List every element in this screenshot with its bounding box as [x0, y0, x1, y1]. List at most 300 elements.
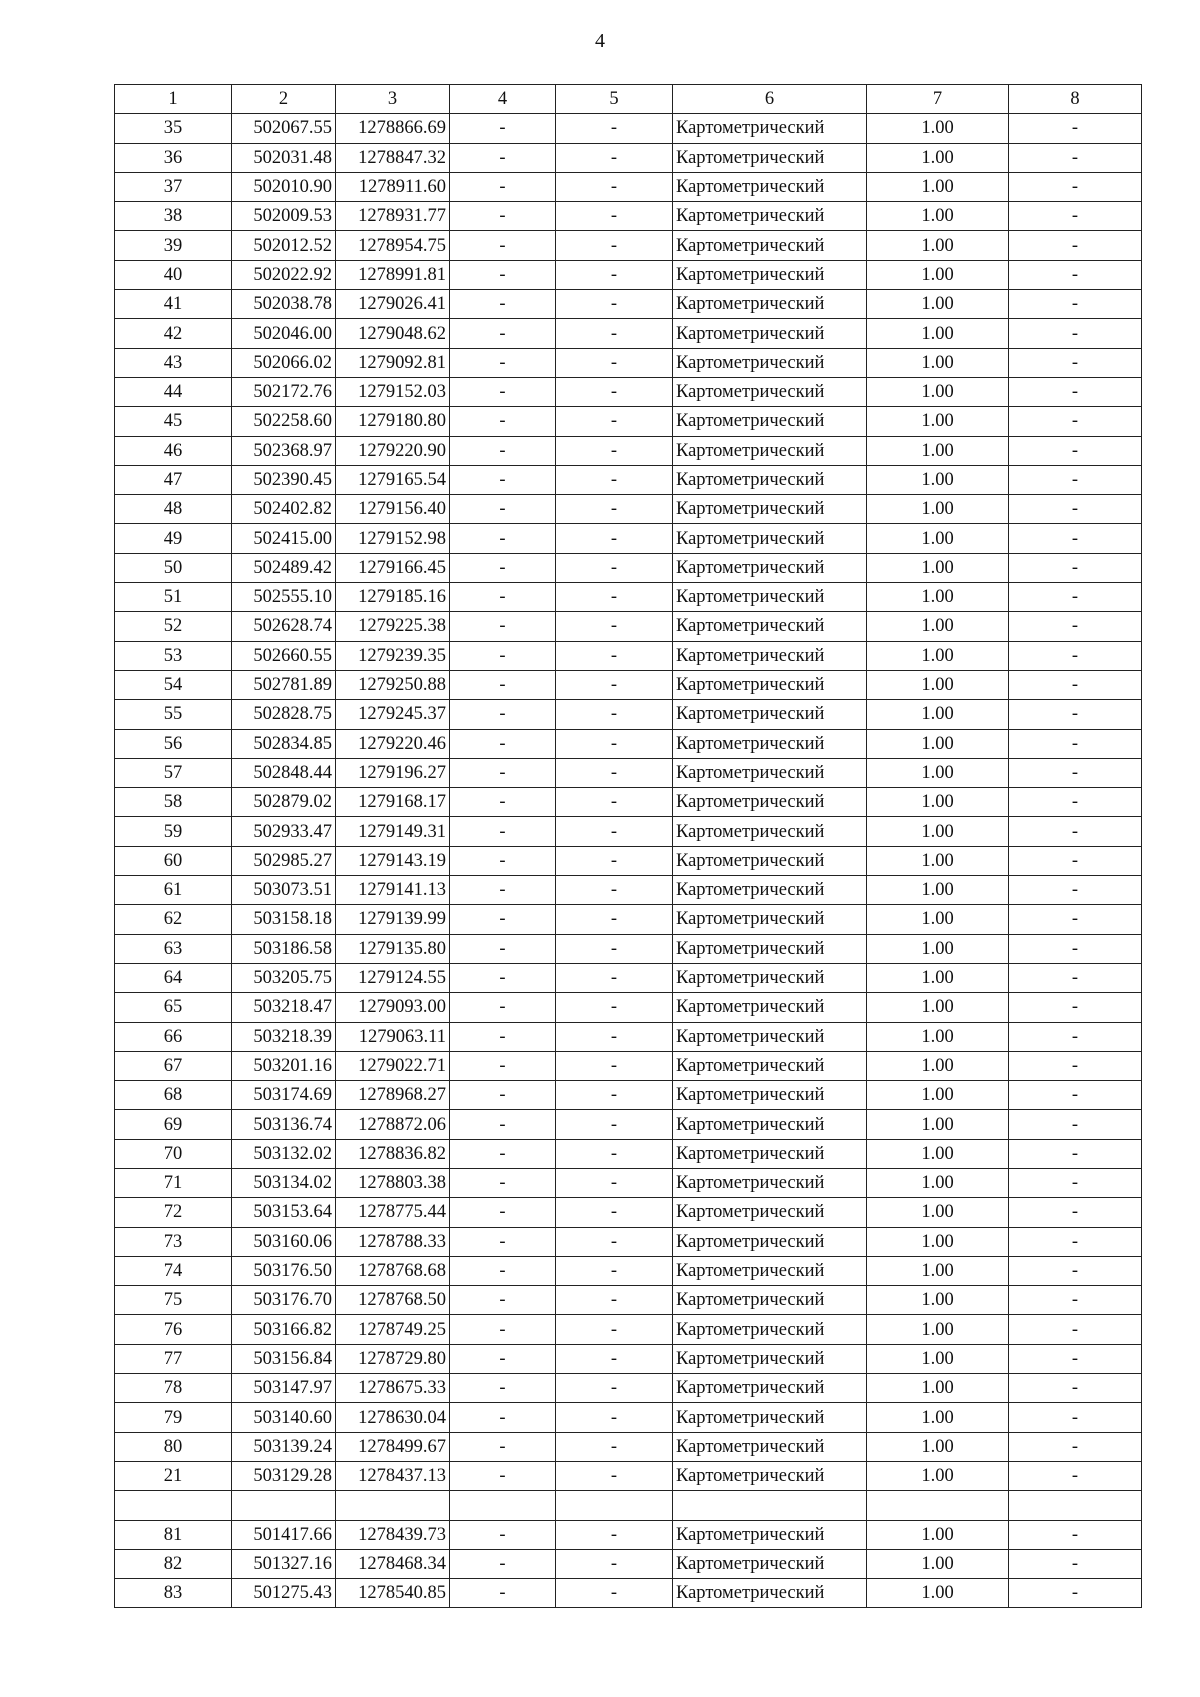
method-cell: Картометрический [673, 1579, 867, 1608]
x-coordinate-cell: 502010.90 [232, 172, 336, 201]
method-cell: Картометрический [673, 1315, 867, 1344]
method-cell: Картометрический [673, 1051, 867, 1080]
accuracy-cell: 1.00 [867, 202, 1009, 231]
column-4-cell: - [450, 407, 556, 436]
method-cell: Картометрический [673, 905, 867, 934]
column-4-cell: - [450, 583, 556, 612]
method-cell: Картометрический [673, 1432, 867, 1461]
y-coordinate-cell: 1278991.81 [336, 260, 450, 289]
x-coordinate-cell: 502660.55 [232, 641, 336, 670]
column-8-cell: - [1009, 524, 1142, 553]
accuracy-cell: 1.00 [867, 319, 1009, 348]
accuracy-cell: 1.00 [867, 1344, 1009, 1373]
y-coordinate-cell: 1278439.73 [336, 1520, 450, 1549]
y-coordinate-cell: 1279152.98 [336, 524, 450, 553]
point-number-cell: 44 [115, 377, 232, 406]
x-coordinate-cell: 502879.02 [232, 788, 336, 817]
method-cell: Картометрический [673, 1403, 867, 1432]
y-coordinate-cell: 1279152.03 [336, 377, 450, 406]
method-cell: Картометрический [673, 729, 867, 758]
accuracy-cell: 1.00 [867, 758, 1009, 787]
column-4-cell: - [450, 1549, 556, 1578]
column-4-cell: - [450, 231, 556, 260]
column-5-cell: - [556, 319, 673, 348]
point-number-cell: 54 [115, 670, 232, 699]
table-row [115, 1491, 1142, 1520]
column-8-cell: - [1009, 1022, 1142, 1051]
accuracy-cell: 1.00 [867, 114, 1009, 143]
method-cell: Картометрический [673, 1081, 867, 1110]
y-coordinate-cell: 1279196.27 [336, 758, 450, 787]
point-number-cell: 42 [115, 319, 232, 348]
table-row [115, 1227, 1142, 1256]
accuracy-cell: 1.00 [867, 524, 1009, 553]
column-4-cell: - [450, 377, 556, 406]
table-row [115, 114, 1142, 143]
y-coordinate-cell: 1279185.16 [336, 583, 450, 612]
y-coordinate-cell: 1279063.11 [336, 1022, 450, 1051]
table-row [115, 260, 1142, 289]
table-row [115, 876, 1142, 905]
x-coordinate-cell: 503218.47 [232, 993, 336, 1022]
column-5-cell: - [556, 495, 673, 524]
point-number-cell: 41 [115, 290, 232, 319]
accuracy-cell: 1.00 [867, 963, 1009, 992]
y-coordinate-cell: 1279156.40 [336, 495, 450, 524]
accuracy-cell: 1.00 [867, 1168, 1009, 1197]
column-8-cell: - [1009, 1374, 1142, 1403]
y-coordinate-cell: 1278768.50 [336, 1286, 450, 1315]
method-cell: Картометрический [673, 319, 867, 348]
column-4-cell: - [450, 1579, 556, 1608]
y-coordinate-cell: 1279225.38 [336, 612, 450, 641]
y-coordinate-cell: 1278540.85 [336, 1579, 450, 1608]
point-number-cell: 65 [115, 993, 232, 1022]
method-cell: Картометрический [673, 231, 867, 260]
point-number-cell: 39 [115, 231, 232, 260]
accuracy-cell: 1.00 [867, 377, 1009, 406]
accuracy-cell: 1.00 [867, 495, 1009, 524]
x-coordinate-cell: 502172.76 [232, 377, 336, 406]
column-4-cell: - [450, 1374, 556, 1403]
accuracy-cell: 1.00 [867, 729, 1009, 758]
y-coordinate-cell: 1278968.27 [336, 1081, 450, 1110]
x-coordinate-cell: 503139.24 [232, 1432, 336, 1461]
column-8-cell: - [1009, 290, 1142, 319]
point-number-cell: 83 [115, 1579, 232, 1608]
x-coordinate-cell: 502933.47 [232, 817, 336, 846]
column-5-cell: - [556, 583, 673, 612]
point-number-cell: 68 [115, 1081, 232, 1110]
table-row [115, 1315, 1142, 1344]
column-4-cell: - [450, 729, 556, 758]
column-8-cell: - [1009, 407, 1142, 436]
y-coordinate-cell: 1279168.17 [336, 788, 450, 817]
column-8-cell: - [1009, 1315, 1142, 1344]
point-number-cell: 21 [115, 1461, 232, 1490]
x-coordinate-cell: 501275.43 [232, 1579, 336, 1608]
x-coordinate-cell: 503201.16 [232, 1051, 336, 1080]
accuracy-cell: 1.00 [867, 1315, 1009, 1344]
column-4-cell: - [450, 1256, 556, 1285]
point-number-cell: 50 [115, 553, 232, 582]
table-row [115, 1374, 1142, 1403]
y-coordinate-cell: 1279048.62 [336, 319, 450, 348]
column-4-cell: - [450, 670, 556, 699]
accuracy-cell: 1.00 [867, 993, 1009, 1022]
column-5-cell: - [556, 1256, 673, 1285]
y-coordinate-cell: 1278911.60 [336, 172, 450, 201]
accuracy-cell: 1.00 [867, 1286, 1009, 1315]
method-cell: Картометрический [673, 1461, 867, 1490]
column-4-cell: - [450, 465, 556, 494]
x-coordinate-cell: 501417.66 [232, 1520, 336, 1549]
column-4-cell: - [450, 1139, 556, 1168]
x-coordinate-cell: 501327.16 [232, 1549, 336, 1578]
point-number-cell: 59 [115, 817, 232, 846]
table-row [115, 436, 1142, 465]
column-4-cell: - [450, 1315, 556, 1344]
column-5-cell: - [556, 172, 673, 201]
y-coordinate-cell: 1279135.80 [336, 934, 450, 963]
column-5-cell: - [556, 231, 673, 260]
column-header: 6 [673, 85, 867, 114]
method-cell: Картометрический [673, 963, 867, 992]
column-4-cell: - [450, 1344, 556, 1373]
accuracy-cell: 1.00 [867, 1139, 1009, 1168]
table-row [115, 670, 1142, 699]
method-cell: Картометрический [673, 788, 867, 817]
column-4-cell: - [450, 817, 556, 846]
column-8-cell: - [1009, 1168, 1142, 1197]
coordinates-table [114, 84, 1142, 1608]
column-8-cell: - [1009, 1227, 1142, 1256]
method-cell: Картометрический [673, 524, 867, 553]
column-5-cell: - [556, 436, 673, 465]
column-4-cell: - [450, 1051, 556, 1080]
accuracy-cell: 1.00 [867, 905, 1009, 934]
column-4-cell: - [450, 1286, 556, 1315]
column-5-cell: - [556, 1461, 673, 1490]
x-coordinate-cell: 503073.51 [232, 876, 336, 905]
table-row [115, 729, 1142, 758]
y-coordinate-cell: 1279220.90 [336, 436, 450, 465]
point-number-cell: 38 [115, 202, 232, 231]
x-coordinate-cell: 503174.69 [232, 1081, 336, 1110]
page-number: 4 [595, 30, 605, 52]
column-5-cell: - [556, 260, 673, 289]
column-5-cell: - [556, 846, 673, 875]
column-8-cell: - [1009, 670, 1142, 699]
point-number-cell: 58 [115, 788, 232, 817]
column-5-cell: - [556, 348, 673, 377]
y-coordinate-cell: 1278847.32 [336, 143, 450, 172]
column-5-cell: - [556, 788, 673, 817]
accuracy-cell: 1.00 [867, 1256, 1009, 1285]
column-4-cell: - [450, 1403, 556, 1432]
column-5-cell: - [556, 553, 673, 582]
column-4-cell: - [450, 1168, 556, 1197]
accuracy-cell: 1.00 [867, 260, 1009, 289]
method-cell: Картометрический [673, 1139, 867, 1168]
column-5-cell: - [556, 612, 673, 641]
x-coordinate-cell: 502628.74 [232, 612, 336, 641]
accuracy-cell: 1.00 [867, 1110, 1009, 1139]
column-4-cell: - [450, 788, 556, 817]
y-coordinate-cell: 1278499.67 [336, 1432, 450, 1461]
table-header-row [115, 85, 1142, 114]
accuracy-cell: 1.00 [867, 1051, 1009, 1080]
column-4-cell: - [450, 143, 556, 172]
table-row [115, 1081, 1142, 1110]
column-8-cell: - [1009, 1256, 1142, 1285]
accuracy-cell: 1.00 [867, 1227, 1009, 1256]
column-8-cell: - [1009, 202, 1142, 231]
table-row [115, 407, 1142, 436]
column-5-cell: - [556, 670, 673, 699]
accuracy-cell [867, 1491, 1009, 1520]
column-4-cell: - [450, 876, 556, 905]
column-4-cell [450, 1491, 556, 1520]
method-cell: Картометрический [673, 670, 867, 699]
column-8-cell: - [1009, 1344, 1142, 1373]
column-4-cell: - [450, 905, 556, 934]
column-8-cell: - [1009, 729, 1142, 758]
y-coordinate-cell [336, 1491, 450, 1520]
table-row [115, 1403, 1142, 1432]
table-row [115, 641, 1142, 670]
method-cell: Картометрический [673, 377, 867, 406]
column-8-cell: - [1009, 788, 1142, 817]
column-8-cell: - [1009, 465, 1142, 494]
x-coordinate-cell: 503134.02 [232, 1168, 336, 1197]
column-5-cell: - [556, 114, 673, 143]
y-coordinate-cell: 1279143.19 [336, 846, 450, 875]
x-coordinate-cell: 502066.02 [232, 348, 336, 377]
column-8-cell: - [1009, 700, 1142, 729]
accuracy-cell: 1.00 [867, 553, 1009, 582]
column-8-cell: - [1009, 348, 1142, 377]
point-number-cell: 78 [115, 1374, 232, 1403]
accuracy-cell: 1.00 [867, 143, 1009, 172]
accuracy-cell: 1.00 [867, 436, 1009, 465]
column-4-cell: - [450, 1227, 556, 1256]
method-cell: Картометрический [673, 846, 867, 875]
column-8-cell: - [1009, 905, 1142, 934]
column-4-cell: - [450, 348, 556, 377]
method-cell: Картометрический [673, 641, 867, 670]
column-5-cell: - [556, 934, 673, 963]
column-8-cell: - [1009, 612, 1142, 641]
x-coordinate-cell: 503153.64 [232, 1198, 336, 1227]
point-number-cell: 46 [115, 436, 232, 465]
point-number-cell: 48 [115, 495, 232, 524]
y-coordinate-cell: 1279093.00 [336, 993, 450, 1022]
x-coordinate-cell: 503166.82 [232, 1315, 336, 1344]
column-5-cell: - [556, 1315, 673, 1344]
point-number-cell: 64 [115, 963, 232, 992]
column-8-cell: - [1009, 1461, 1142, 1490]
point-number-cell: 80 [115, 1432, 232, 1461]
column-5-cell: - [556, 641, 673, 670]
method-cell: Картометрический [673, 1286, 867, 1315]
column-header: 5 [556, 85, 673, 114]
column-5-cell: - [556, 1168, 673, 1197]
method-cell: Картометрический [673, 1168, 867, 1197]
accuracy-cell: 1.00 [867, 612, 1009, 641]
table-row [115, 290, 1142, 319]
method-cell: Картометрический [673, 495, 867, 524]
point-number-cell: 66 [115, 1022, 232, 1051]
table-row [115, 143, 1142, 172]
column-4-cell: - [450, 1461, 556, 1490]
x-coordinate-cell: 502031.48 [232, 143, 336, 172]
column-4-cell: - [450, 290, 556, 319]
column-8-cell: - [1009, 172, 1142, 201]
y-coordinate-cell: 1279149.31 [336, 817, 450, 846]
x-coordinate-cell: 502038.78 [232, 290, 336, 319]
column-4-cell: - [450, 1081, 556, 1110]
y-coordinate-cell: 1279026.41 [336, 290, 450, 319]
column-4-cell: - [450, 260, 556, 289]
accuracy-cell: 1.00 [867, 465, 1009, 494]
accuracy-cell: 1.00 [867, 1198, 1009, 1227]
column-8-cell: - [1009, 1432, 1142, 1461]
column-8-cell: - [1009, 319, 1142, 348]
point-number-cell: 82 [115, 1549, 232, 1578]
accuracy-cell: 1.00 [867, 583, 1009, 612]
x-coordinate-cell: 503140.60 [232, 1403, 336, 1432]
accuracy-cell: 1.00 [867, 934, 1009, 963]
column-header: 8 [1009, 85, 1142, 114]
x-coordinate-cell: 503176.50 [232, 1256, 336, 1285]
column-8-cell: - [1009, 231, 1142, 260]
point-number-cell: 55 [115, 700, 232, 729]
column-4-cell: - [450, 1432, 556, 1461]
column-8-cell: - [1009, 817, 1142, 846]
x-coordinate-cell: 502022.92 [232, 260, 336, 289]
table-row [115, 202, 1142, 231]
column-8-cell: - [1009, 377, 1142, 406]
method-cell: Картометрический [673, 348, 867, 377]
point-number-cell: 75 [115, 1286, 232, 1315]
method-cell: Картометрический [673, 1198, 867, 1227]
table-row [115, 1549, 1142, 1578]
method-cell: Картометрический [673, 934, 867, 963]
table-row [115, 846, 1142, 875]
column-header: 4 [450, 85, 556, 114]
x-coordinate-cell [232, 1491, 336, 1520]
point-number-cell: 60 [115, 846, 232, 875]
accuracy-cell: 1.00 [867, 290, 1009, 319]
point-number-cell: 67 [115, 1051, 232, 1080]
point-number-cell: 74 [115, 1256, 232, 1285]
column-5-cell: - [556, 729, 673, 758]
y-coordinate-cell: 1279092.81 [336, 348, 450, 377]
method-cell: Картометрический [673, 1256, 867, 1285]
column-8-cell: - [1009, 436, 1142, 465]
table-row [115, 612, 1142, 641]
method-cell: Картометрический [673, 993, 867, 1022]
column-4-cell: - [450, 963, 556, 992]
method-cell: Картометрический [673, 1374, 867, 1403]
accuracy-cell: 1.00 [867, 1579, 1009, 1608]
table-row [115, 1168, 1142, 1197]
table-row [115, 788, 1142, 817]
x-coordinate-cell: 502834.85 [232, 729, 336, 758]
column-4-cell: - [450, 524, 556, 553]
column-5-cell: - [556, 1344, 673, 1373]
x-coordinate-cell: 503218.39 [232, 1022, 336, 1051]
x-coordinate-cell: 502489.42 [232, 553, 336, 582]
column-5-cell: - [556, 1110, 673, 1139]
x-coordinate-cell: 502985.27 [232, 846, 336, 875]
table-row [115, 1022, 1142, 1051]
column-5-cell: - [556, 758, 673, 787]
accuracy-cell: 1.00 [867, 788, 1009, 817]
column-5-cell: - [556, 202, 673, 231]
y-coordinate-cell: 1278954.75 [336, 231, 450, 260]
table-row [115, 1198, 1142, 1227]
x-coordinate-cell: 503129.28 [232, 1461, 336, 1490]
y-coordinate-cell: 1279141.13 [336, 876, 450, 905]
table-row [115, 1432, 1142, 1461]
y-coordinate-cell: 1278836.82 [336, 1139, 450, 1168]
column-5-cell: - [556, 1549, 673, 1578]
x-coordinate-cell: 503136.74 [232, 1110, 336, 1139]
point-number-cell: 52 [115, 612, 232, 641]
table-row [115, 700, 1142, 729]
column-header: 1 [115, 85, 232, 114]
table-body [115, 114, 1142, 1608]
column-5-cell: - [556, 993, 673, 1022]
column-4-cell: - [450, 846, 556, 875]
column-5-cell: - [556, 1051, 673, 1080]
accuracy-cell: 1.00 [867, 1374, 1009, 1403]
column-4-cell: - [450, 641, 556, 670]
point-number-cell [115, 1491, 232, 1520]
table-row [115, 1110, 1142, 1139]
column-8-cell: - [1009, 1051, 1142, 1080]
point-number-cell: 57 [115, 758, 232, 787]
column-4-cell: - [450, 612, 556, 641]
method-cell: Картометрический [673, 1520, 867, 1549]
table-row [115, 817, 1142, 846]
point-number-cell: 71 [115, 1168, 232, 1197]
y-coordinate-cell: 1278437.13 [336, 1461, 450, 1490]
accuracy-cell: 1.00 [867, 1022, 1009, 1051]
table-row [115, 1256, 1142, 1285]
x-coordinate-cell: 502848.44 [232, 758, 336, 787]
column-header: 2 [232, 85, 336, 114]
column-5-cell: - [556, 1227, 673, 1256]
accuracy-cell: 1.00 [867, 670, 1009, 699]
accuracy-cell: 1.00 [867, 817, 1009, 846]
column-8-cell: - [1009, 260, 1142, 289]
point-number-cell: 77 [115, 1344, 232, 1373]
method-cell: Картометрический [673, 436, 867, 465]
x-coordinate-cell: 503147.97 [232, 1374, 336, 1403]
column-5-cell: - [556, 905, 673, 934]
x-coordinate-cell: 503176.70 [232, 1286, 336, 1315]
column-5-cell: - [556, 817, 673, 846]
y-coordinate-cell: 1278630.04 [336, 1403, 450, 1432]
column-4-cell: - [450, 172, 556, 201]
method-cell: Картометрический [673, 553, 867, 582]
y-coordinate-cell: 1279165.54 [336, 465, 450, 494]
method-cell [673, 1491, 867, 1520]
column-4-cell: - [450, 1520, 556, 1549]
